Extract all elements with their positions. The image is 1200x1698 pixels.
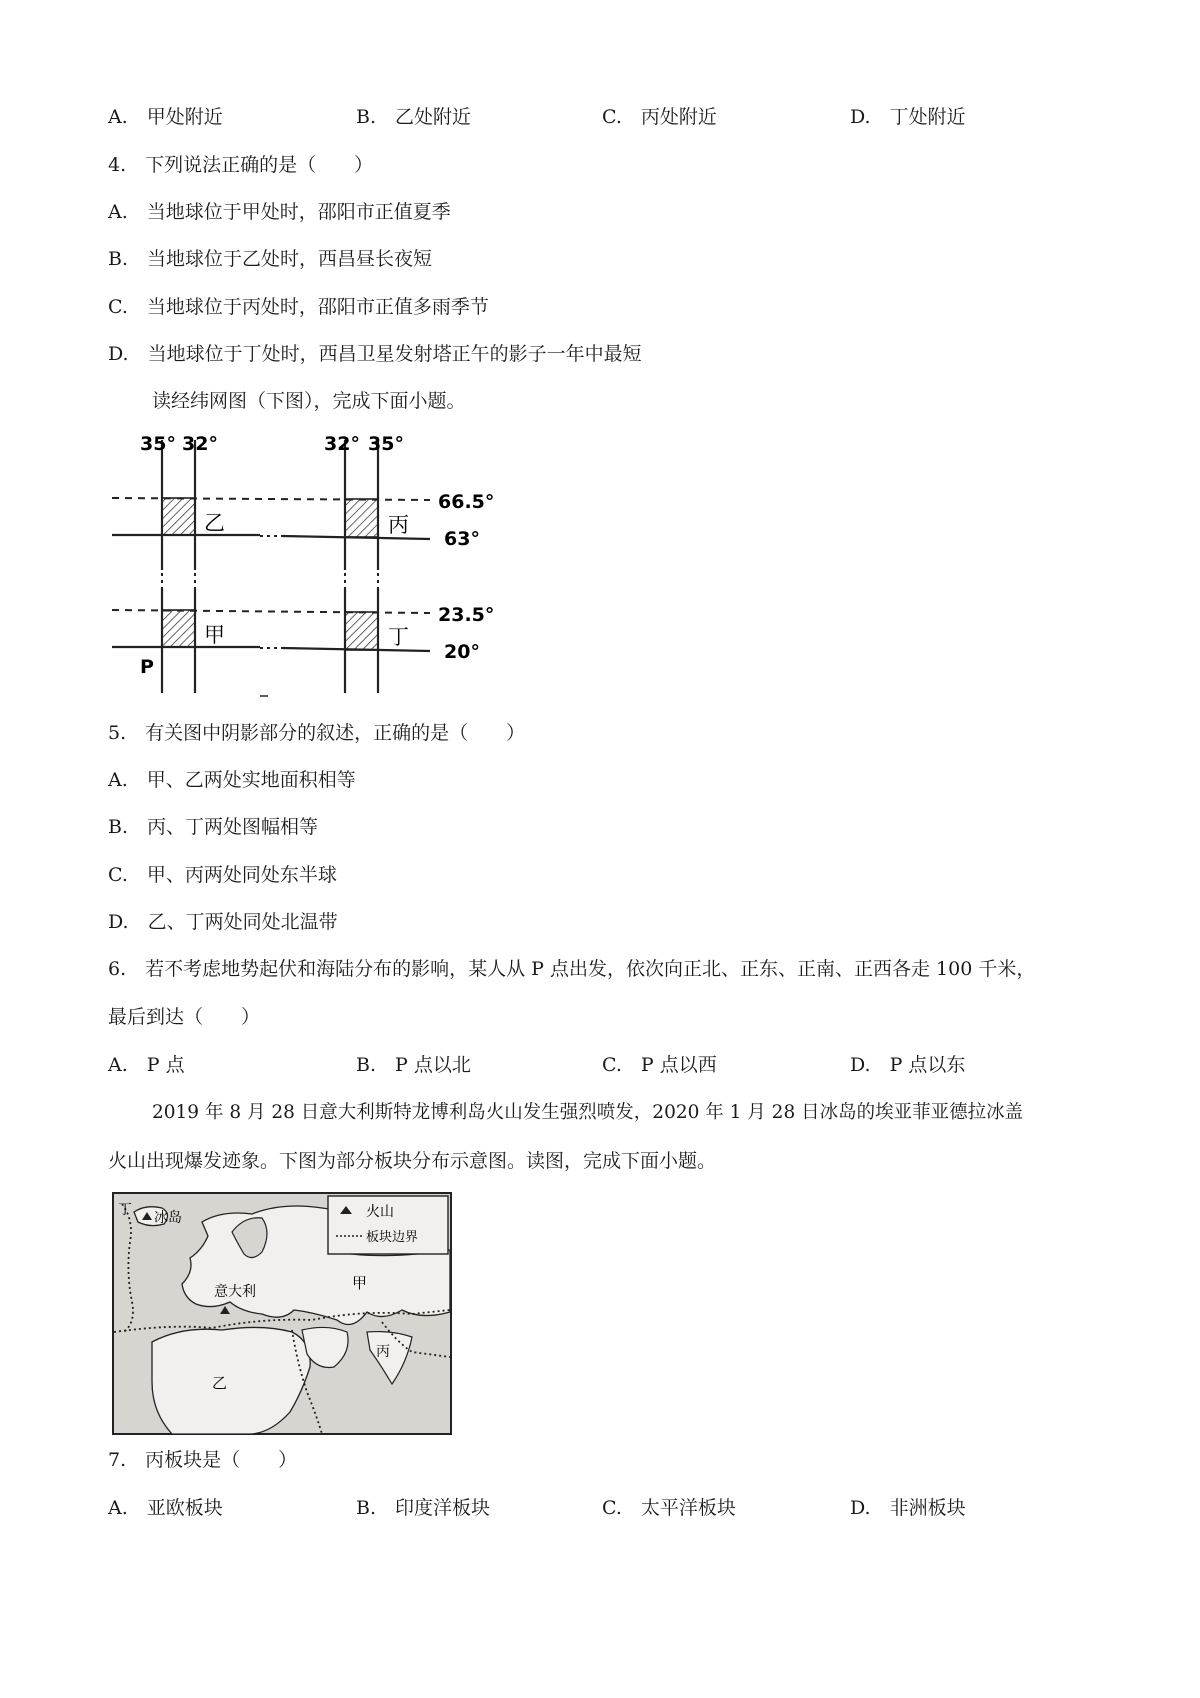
label-jia: 甲 [204, 623, 225, 647]
q4-option-c: C. 当地球位于丙处时，邵阳市正值多雨季节 [108, 296, 489, 318]
q5-option-b: B. 丙、丁两处图幅相等 [108, 816, 319, 838]
q3-option-a: A. 甲处附近 [108, 106, 223, 128]
intro-grid: 读经纬网图（下图），完成下面小题。 [152, 390, 466, 412]
q7-option-b: B. 印度洋板块 [356, 1497, 491, 1519]
q3-option-c: C. 丙处附近 [602, 106, 717, 128]
label-lat-66-5: 66.5° [438, 491, 495, 513]
label-yi: 乙 [204, 511, 225, 535]
q6-option-a: A. P 点 [108, 1054, 185, 1076]
q7-option-c: C. 太平洋板块 [602, 1497, 736, 1519]
label-32-left: 32° [182, 433, 218, 455]
q4-stem: 4. 下列说法正确的是（ ） [108, 154, 374, 176]
q5-option-d: D. 乙、丁两处同处北温带 [108, 911, 338, 933]
label-35-left: 35° [140, 433, 176, 455]
q4-option-b: B. 当地球位于乙处时，西昌昼长夜短 [108, 248, 433, 270]
q4-option-d: D. 当地球位于丁处时，西昌卫星发射塔正午的影子一年中最短 [108, 343, 642, 365]
label-32-right: 32° [324, 433, 360, 455]
q6-stem-line2: 最后到达（ ） [108, 1006, 261, 1028]
label-bing-map: 丙 [376, 1344, 390, 1360]
plate-map-figure [112, 1192, 452, 1435]
q3-option-b: B. 乙处附近 [356, 106, 472, 128]
q6-option-d: D. P 点以东 [850, 1054, 966, 1076]
label-italy: 意大利 [214, 1284, 256, 1300]
graticule-figure [100, 428, 520, 703]
label-lat-23-5: 23.5° [438, 604, 495, 626]
q7-stem: 7. 丙板块是（ ） [108, 1449, 298, 1471]
label-bing: 丙 [388, 513, 409, 537]
q7-option-a: A. 亚欧板块 [108, 1497, 223, 1519]
label-yi-map: 乙 [212, 1374, 228, 1392]
legend-boundary: 板块边界 [366, 1230, 419, 1245]
label-p: P [140, 656, 154, 678]
label-35-right: 35° [368, 433, 404, 455]
label-lat-63: 63° [444, 528, 480, 550]
intro-volcano-line2: 火山出现爆发迹象。下图为部分板块分布示意图。读图，完成下面小题。 [108, 1150, 717, 1172]
q3-option-d: D. 丁处附近 [850, 106, 966, 128]
q6-option-c: C. P 点以西 [602, 1054, 717, 1076]
label-iceland: 冰岛 [154, 1210, 182, 1226]
legend-volcano: 火山 [366, 1204, 394, 1220]
q5-stem: 5. 有关图中阴影部分的叙述，正确的是（ ） [108, 722, 526, 744]
q6-stem-line1: 6. 若不考虑地势起伏和海陆分布的影响，某人从 P 点出发，依次向正北、正东、正南、正西各走 100 千米， [108, 958, 1036, 980]
label-ding-map: 丁 [118, 1202, 132, 1218]
q5-option-a: A. 甲、乙两处实地面积相等 [108, 769, 356, 791]
label-lat-20: 20° [444, 641, 480, 663]
label-ding: 丁 [388, 625, 409, 649]
q4-option-a: A. 当地球位于甲处时，邵阳市正值夏季 [108, 201, 451, 223]
intro-volcano-line1: 2019 年 8 月 28 日意大利斯特龙博利岛火山发生强烈喷发，2020 年 1 月 28 日冰岛的埃亚菲亚德拉冰盖 [152, 1102, 1024, 1123]
q5-option-c: C. 甲、丙两处同处东半球 [108, 864, 337, 886]
label-jia-map: 甲 [352, 1274, 368, 1292]
q6-option-b: B. P 点以北 [356, 1054, 471, 1076]
q7-option-d: D. 非洲板块 [850, 1497, 966, 1519]
